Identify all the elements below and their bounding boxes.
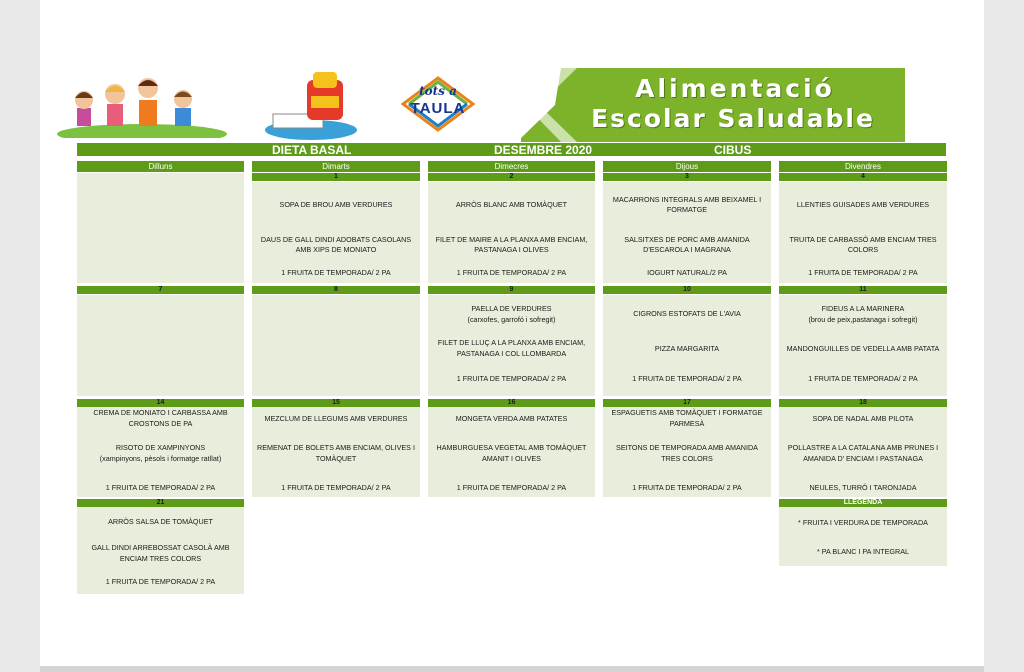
menu-second-course: DAUS DE GALL DINDI ADOBATS CASOLANS: [260, 235, 412, 244]
menu-first-course: CREMA DE MONIATO I CARBASSA AMB: [93, 408, 228, 417]
title-line-2: Escolar Saludable: [591, 104, 875, 133]
date-number: 11: [779, 286, 947, 294]
menu-cell: [779, 295, 947, 396]
menu-second-course: HAMBURGUESA VEGETAL AMB TOMÀQUET: [436, 443, 587, 452]
date-number: 1: [252, 173, 420, 181]
menu-second-course-line2: PASTANAGA I OLIVES: [474, 245, 549, 254]
menu-first-course: MACARRONS INTEGRALS AMB BEIXAMEL I: [612, 195, 762, 204]
menu-cell: [77, 407, 244, 497]
day-header-thursday: Dijous: [603, 161, 771, 172]
day-header-monday: Dilluns: [77, 161, 244, 172]
menu-first-course: MEZCLUM DE LLEGUMS AMB VERDURES: [264, 414, 408, 423]
menu-dessert: 1 FRUITA DE TEMPORADA/ 2 PA: [281, 268, 391, 277]
menu-second-course: SEITONS DE TEMPORADA AMB AMANIDA: [616, 443, 758, 452]
menu-first-course: ARRÒS BLANC AMB TOMÀQUET: [455, 200, 568, 209]
menu-cell: [603, 182, 771, 283]
menu-first-course-note: (carxofes, garrofó i sofregit): [467, 315, 556, 324]
menu-second-course-line2: TOMÀQUET: [315, 454, 357, 463]
menu-second-course: RISOTO DE XAMPINYONS: [115, 443, 206, 452]
menu-dessert: 1 FRUITA DE TEMPORADA/ 2 PA: [105, 483, 216, 492]
menu-dessert: 1 FRUITA DE TEMPORADA/ 2 PA: [632, 483, 742, 492]
menu-cell: [779, 407, 947, 497]
day-header-wednesday: Dimecres: [428, 161, 595, 172]
menu-second-course: PIZZA MARGARITA: [654, 344, 720, 353]
menu-cell: [252, 182, 420, 283]
menu-second-course: POLLASTRE A LA CATALANA AMB PRUNES I: [787, 443, 939, 452]
children-illustration: [57, 72, 227, 138]
date-number: 15: [252, 399, 420, 407]
menu-dessert: 1 FRUITA DE TEMPORADA/ 2 PA: [456, 268, 567, 277]
menu-cell: [779, 182, 947, 283]
logo-text-main: TAULA: [410, 100, 466, 117]
date-number: 18: [779, 399, 947, 407]
date-number: 14: [77, 399, 244, 407]
menu-cell: [603, 407, 771, 497]
menu-first-course: PAELLA DE VERDURES: [471, 304, 552, 313]
menu-dessert: IOGURT NATURAL/2 PA: [647, 268, 727, 277]
date-number: 8: [252, 286, 420, 294]
menu-first-course: ARRÒS SALSA DE TOMÀQUET: [108, 517, 213, 526]
day-header-tuesday: Dimarts: [252, 161, 420, 172]
date-number: 16: [428, 399, 595, 407]
menu-second-course: SALSITXES DE PORC AMB AMANIDA: [624, 235, 750, 244]
school-supplies-illustration: [263, 70, 359, 140]
menu-second-course-line2: AMANIT I OLIVES: [482, 454, 541, 463]
menu-header-bar: [77, 143, 946, 156]
month-label: DESEMBRE 2020: [494, 143, 593, 157]
menu-first-course-line2: CROSTONS DE PA: [128, 419, 193, 428]
menu-cell-empty: [77, 295, 244, 396]
menu-second-course: FILET DE LLUÇ A LA PLANXA AMB ENCIAM,: [437, 338, 586, 347]
menu-second-course-line2: AMB XIPS DE MONIATO: [295, 245, 377, 254]
tots-a-taula-logo: [383, 70, 493, 138]
menu-second-course-line2: AMANIDA D' ENCIAM I PASTANAGA: [803, 454, 923, 463]
menu-cell: [428, 182, 595, 283]
banner: [35, 68, 905, 142]
day-header-friday: Divendres: [779, 161, 947, 172]
menu-second-course-line2: PASTANAGA I COL LLOMBARDA: [456, 349, 567, 358]
date-number: 10: [603, 286, 771, 294]
menu-dessert: 1 FRUITA DE TEMPORADA/ 2 PA: [808, 268, 918, 277]
menu-dessert: 1 FRUITA DE TEMPORADA/ 2 PA: [456, 374, 567, 383]
date-number: 21: [77, 499, 244, 507]
menu-first-course: SOPA DE BROU AMB VERDURES: [279, 200, 393, 209]
date-number: 9: [428, 286, 595, 294]
menu-dessert: 1 FRUITA DE TEMPORADA/ 2 PA: [632, 374, 742, 383]
menu-cell: [428, 295, 595, 396]
menu-cell: [252, 407, 420, 497]
menu-cell: [603, 295, 771, 396]
menu-second-course-note: (xampinyons, pèsols i formatge ratllat): [99, 454, 222, 463]
date-number: 17: [603, 399, 771, 407]
menu-second-course: TRUITA DE CARBASSÓ AMB ENCIAM TRES: [789, 235, 937, 244]
menu-second-course-line2: COLORS: [847, 245, 879, 254]
menu-first-course: MONGETA VERDA AMB PATATES: [455, 414, 568, 423]
logo-text-top: tots a: [419, 84, 457, 98]
menu-dessert: 1 FRUITA DE TEMPORADA/ 2 PA: [281, 483, 391, 492]
date-number: 4: [779, 173, 947, 181]
legend-title: LLEGENDA: [779, 499, 947, 507]
date-number: 2: [428, 173, 595, 181]
menu-dessert: NEULES, TURRÓ I TARONJADA: [809, 483, 917, 492]
diet-label: DIETA BASAL: [272, 143, 352, 157]
menu-second-course: GALL DINDI ARREBOSSAT CASOLÀ AMB: [91, 543, 230, 552]
menu-first-course: CIGRONS ESTOFATS DE L'AVIA: [633, 309, 741, 318]
menu-dessert: 1 FRUITA DE TEMPORADA/ 2 PA: [808, 374, 918, 383]
title-line-1: Alimentació: [635, 74, 835, 103]
menu-first-course-line2: PARMESÀ: [669, 419, 705, 428]
menu-dessert: 1 FRUITA DE TEMPORADA/ 2 PA: [105, 577, 216, 586]
menu-first-course: ESPAGUETIS AMB TOMÀQUET I FORMATGE: [611, 408, 763, 417]
date-number: 3: [603, 173, 771, 181]
menu-second-course: REMENAT DE BOLETS AMB ENCIAM, OLIVES I: [257, 443, 415, 452]
menu-cell-empty: [252, 295, 420, 396]
menu-second-course-line2: ENCIAM TRES COLORS: [119, 554, 202, 563]
menu-dessert: 1 FRUITA DE TEMPORADA/ 2 PA: [456, 483, 567, 492]
legend-item: * FRUITA I VERDURA DE TEMPORADA: [798, 518, 928, 527]
legend-item: * PA BLANC I PA INTEGRAL: [816, 547, 909, 556]
menu-second-course: MANDONGUILLES DE VEDELLA AMB PATATA: [786, 344, 940, 353]
date-number: 7: [77, 286, 244, 294]
menu-cell-empty: [77, 173, 244, 283]
menu-second-course-line2: TRES COLORS: [661, 454, 713, 463]
menu-second-course-line2: D'ESCAROLA I MAGRANA: [643, 245, 731, 254]
menu-second-course: FILET DE MAIRE A LA PLANXA AMB ENCIAM,: [435, 235, 588, 244]
page-bottom-edge: [40, 666, 984, 672]
menu-first-course: FIDEUS A LA MARINERA: [821, 304, 905, 313]
menu-first-course-note: (brou de peix,pastanaga i sofregit): [808, 315, 918, 324]
menu-first-course: SOPA DE NADAL AMB PILOTA: [812, 414, 914, 423]
company-label: CIBUS: [714, 143, 752, 157]
menu-cell: [77, 507, 244, 594]
legend-box: [779, 507, 947, 566]
menu-first-course-line2: FORMATGE: [666, 205, 708, 214]
menu-first-course: LLENTIES GUISADES AMB VERDURES: [796, 200, 930, 209]
menu-cell: [428, 407, 595, 497]
